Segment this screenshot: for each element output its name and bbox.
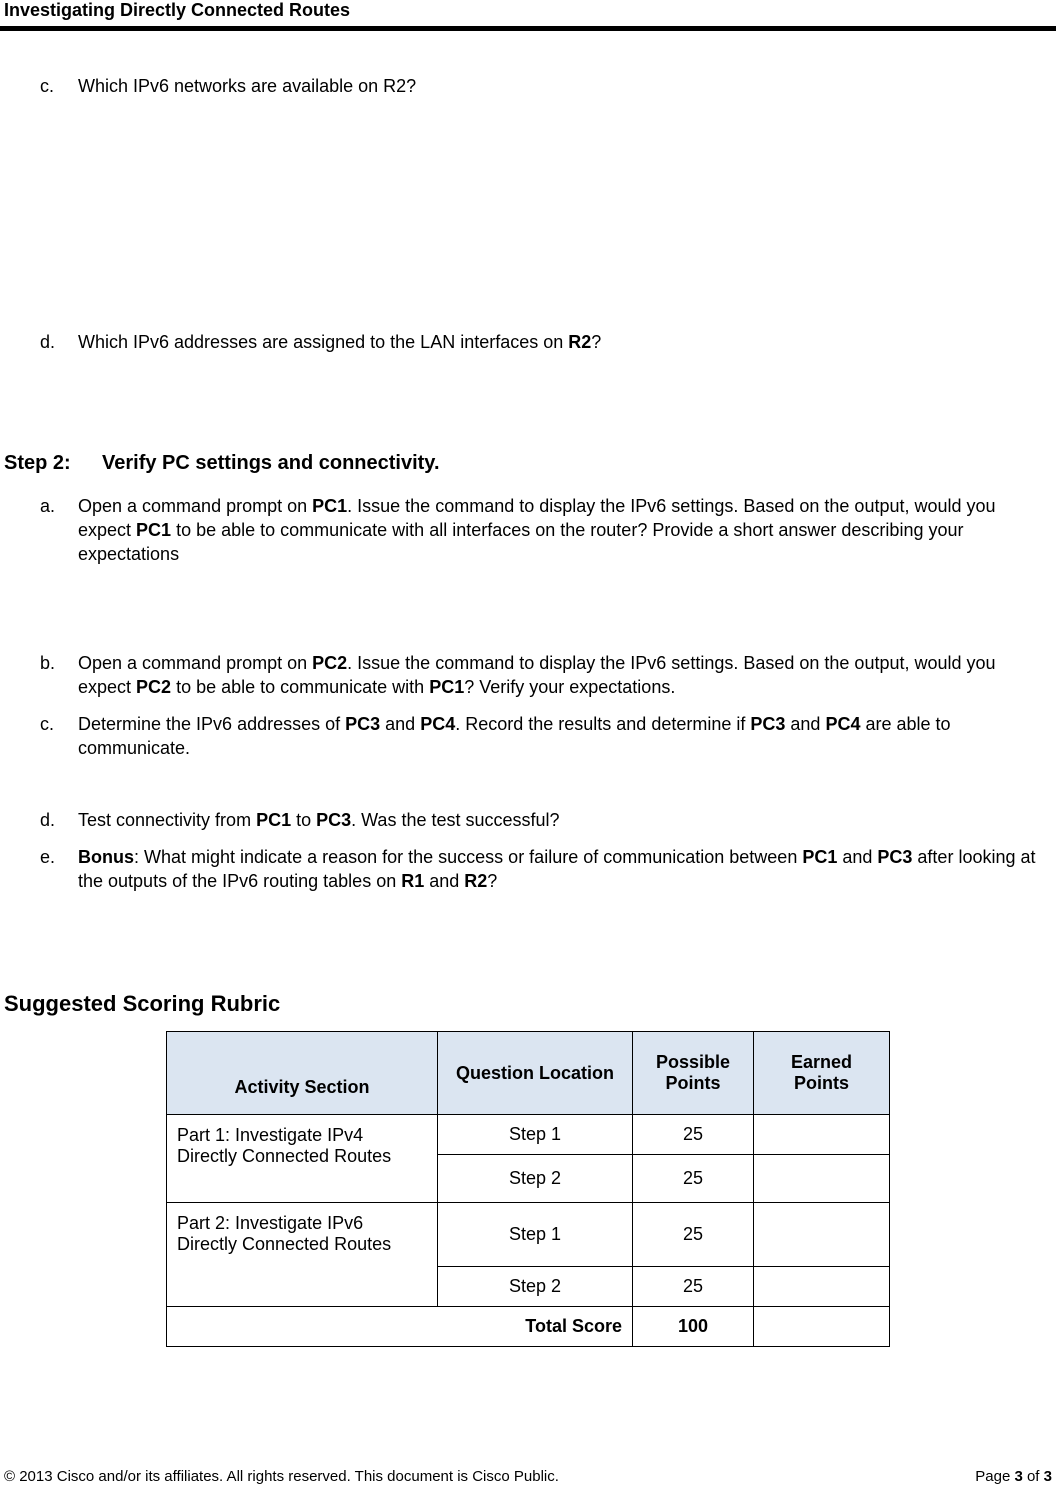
header-earned-points: Earned Points (754, 1032, 890, 1115)
question-text-bold: Bonus (78, 847, 134, 867)
header-question-location: Question Location (438, 1032, 633, 1115)
question-text-run: after looking at the outputs of the IPv6 routing tables on (78, 847, 1036, 891)
earned-points-cell[interactable] (754, 1203, 890, 1267)
possible-points-cell: 25 (633, 1203, 754, 1267)
question-location-cell: Step 2 (438, 1267, 633, 1307)
question-text-bold: PC3 (345, 714, 381, 734)
section-name-cell: Part 1: Investigate IPv4 Directly Connected Routes (167, 1115, 438, 1203)
question-a-pc1-settings (40, 494, 1050, 566)
earned-points-cell[interactable] (754, 1115, 890, 1155)
footer-page-number (975, 1468, 1052, 1485)
question-text-bold: PC1 (802, 847, 838, 867)
question-text-bold: R2 (568, 332, 592, 352)
page-total: 3 (1043, 1468, 1052, 1485)
header-divider (0, 26, 1056, 31)
question-location-cell: Step 1 (438, 1115, 633, 1155)
question-text-run: and (785, 714, 826, 734)
table-row (167, 1115, 890, 1155)
possible-points-cell: 25 (633, 1115, 754, 1155)
question-text-run: . Issue the command to display the IPv6 settings. Based on the output, would you expect (78, 653, 996, 697)
question-text-run: . Was the test successful? (351, 810, 560, 830)
question-letter: d. (40, 332, 56, 352)
question-text-run: . Issue the command to display the IPv6 settings. Based on the output, would you expect (78, 496, 996, 540)
question-letter: b. (40, 653, 56, 673)
question-text-run: are able to communicate. (78, 714, 951, 758)
question-text-run: Open a command prompt on (78, 496, 313, 516)
question-text-run: Determine the IPv6 addresses of (78, 714, 346, 734)
question-text-run: . Record the results and determine if (455, 714, 751, 734)
question-letter: d. (40, 810, 56, 830)
question-text-bold: PC1 (312, 496, 348, 516)
question-d-connectivity (40, 808, 1050, 832)
header-activity-section: Activity Section (167, 1032, 438, 1115)
section-name-cell: Part 2: Investigate IPv6 Directly Connected Routes (167, 1203, 438, 1307)
page-of: of (1022, 1468, 1044, 1485)
question-text-bold: PC1 (256, 810, 292, 830)
question-text-run: to (291, 810, 317, 830)
document-header-title: Investigating Directly Connected Routes (4, 0, 351, 20)
question-text (78, 808, 1050, 832)
question-text (78, 712, 1050, 760)
question-text-run: Test connectivity from (78, 810, 257, 830)
question-text-run: and (380, 714, 421, 734)
question-d-addresses-r2 (40, 330, 1050, 354)
question-letter: e. (40, 847, 56, 867)
total-score-label: Total Score (167, 1307, 633, 1347)
table-header-row (167, 1032, 890, 1115)
question-text-bold: R2 (464, 871, 488, 891)
question-text-bold: PC3 (877, 847, 913, 867)
question-e-bonus (40, 845, 1050, 893)
question-text-bold: PC1 (136, 520, 172, 540)
earned-points-cell[interactable] (754, 1155, 890, 1203)
question-text-bold: PC2 (312, 653, 348, 673)
question-text-run: and (424, 871, 465, 891)
page-current: 3 (1014, 1468, 1023, 1485)
rubric-title: Suggested Scoring Rubric (4, 991, 281, 1016)
question-text-run: and (837, 847, 878, 867)
possible-points-cell: 25 (633, 1267, 754, 1307)
question-text-run: ? (591, 332, 602, 352)
question-text-run: to be able to communicate with (171, 677, 430, 697)
step-label: Step 2: (4, 452, 71, 474)
question-text-run: Open a command prompt on (78, 653, 313, 673)
question-text-run: ? (487, 871, 498, 891)
total-row (167, 1307, 890, 1347)
earned-points-cell[interactable] (754, 1267, 890, 1307)
question-b-pc2-settings (40, 651, 1050, 699)
question-c-networks-r2 (40, 74, 1050, 98)
question-letter: a. (40, 496, 56, 516)
question-c-pc3-pc4 (40, 712, 1050, 760)
possible-points-cell: 25 (633, 1155, 754, 1203)
scoring-rubric-table (166, 1031, 890, 1347)
question-text-run: Which IPv6 addresses are assigned to the LAN interfaces on (78, 332, 569, 352)
question-text (78, 845, 1050, 893)
question-letter: c. (40, 76, 55, 96)
question-text-bold: PC3 (750, 714, 786, 734)
question-text-bold: PC3 (316, 810, 352, 830)
page-prefix: Page (975, 1468, 1015, 1485)
question-text-run: to be able to communicate with all interfaces on the router? Provide a short answer describing your expectations (78, 520, 964, 564)
footer-copyright: © 2013 Cisco and/or its affiliates. All rights reserved. This document is Cisco Public. (4, 1468, 559, 1485)
question-text-bold: PC4 (420, 714, 456, 734)
question-text-bold: PC2 (136, 677, 172, 697)
question-text (78, 330, 1050, 354)
step-2-heading (4, 452, 440, 475)
table-row (167, 1203, 890, 1267)
question-text-bold: PC4 (825, 714, 861, 734)
question-text-run: Which IPv6 networks are available on R2? (78, 76, 417, 96)
question-letter: c. (40, 714, 55, 734)
question-text-run: : What might indicate a reason for the success or failure of communication between (134, 847, 803, 867)
question-text-bold: PC1 (429, 677, 465, 697)
total-possible-points: 100 (633, 1307, 754, 1347)
question-location-cell: Step 2 (438, 1155, 633, 1203)
question-text (78, 74, 1050, 98)
question-text-run: ? Verify your expectations. (464, 677, 676, 697)
question-text-bold: R1 (401, 871, 425, 891)
step-title: Verify PC settings and connectivity. (102, 452, 440, 474)
question-text (78, 651, 1050, 699)
header-possible-points: Possible Points (633, 1032, 754, 1115)
question-location-cell: Step 1 (438, 1203, 633, 1267)
question-text (78, 494, 1050, 566)
total-earned-points-cell[interactable] (754, 1307, 890, 1347)
